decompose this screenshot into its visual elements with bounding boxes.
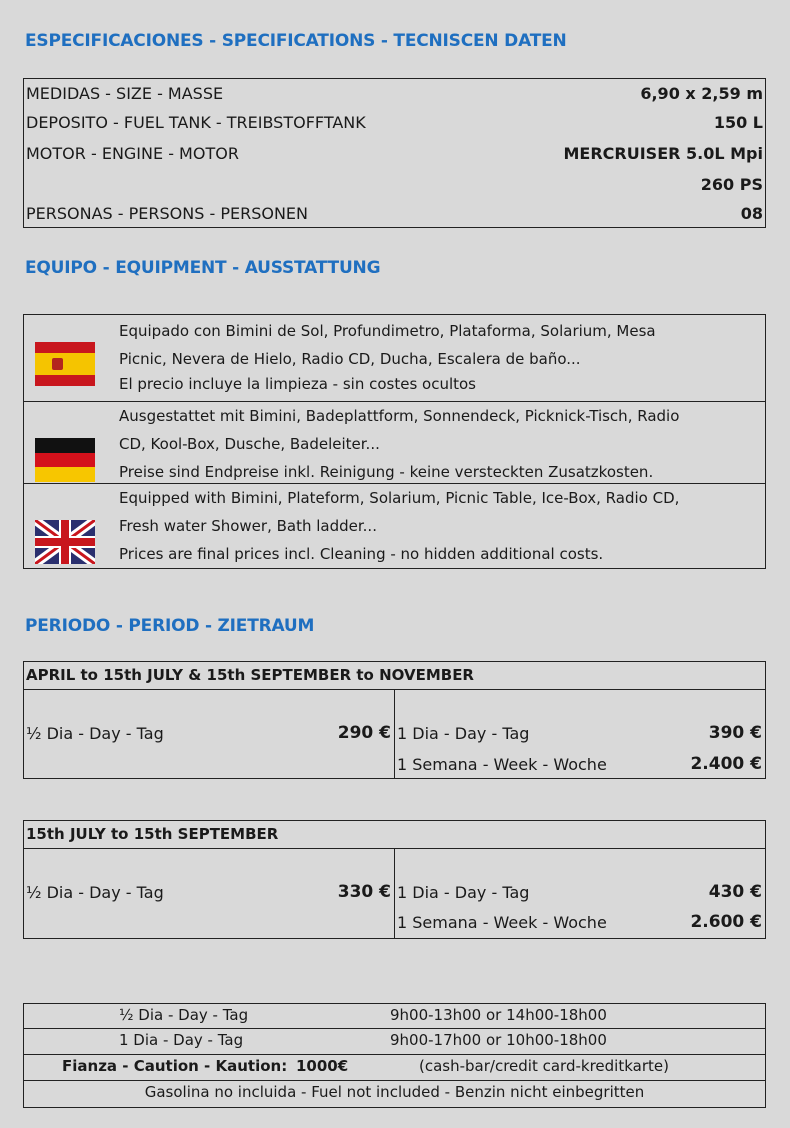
spec-label: MEDIDAS - SIZE - MASSE (26, 84, 224, 103)
half-day-price: 330 € (337, 882, 391, 902)
period-heading: PERIODO - PERIOD - ZIETRAUM (25, 616, 315, 636)
deposit-methods: (cash-bar/credit card-kreditkarte) (419, 1057, 669, 1075)
full-day-price: 430 € (708, 882, 762, 902)
half-day-price: 290 € (337, 723, 391, 743)
fuel-note: Gasolina no incluida - Fuel not included - Benzin nicht einbegritten (144, 1083, 645, 1101)
week-label: 1 Semana - Week - Woche (397, 913, 607, 932)
spec-value: MERCRUISER 5.0L Mpi (563, 144, 763, 163)
equipment-text-line: El precio incluye la limpieza - sin costes ocultos (119, 375, 476, 393)
spec-label: PERSONAS - PERSONS - PERSONEN (26, 204, 309, 223)
equipment-heading: EQUIPO - EQUIPMENT - AUSSTATTUNG (25, 258, 381, 278)
price-table-title: APRIL to 15th JULY & 15th SEPTEMBER to NOVEMBER (24, 662, 765, 690)
info-row-deposit (24, 1054, 765, 1077)
equipment-text-line: Equipado con Bimini de Sol, Profundimetro, Plataforma, Solarium, Mesa (119, 322, 656, 340)
equipment-table (23, 314, 766, 569)
specifications-table (23, 78, 766, 228)
germany-flag-icon (35, 438, 95, 482)
info-row-full-day (24, 1028, 765, 1051)
spec-label: DEPOSITO - FUEL TANK - TREIBSTOFFTANK (26, 113, 366, 132)
equipment-text-line: Fresh water Shower, Bath ladder... (119, 517, 377, 535)
half-day-label: ½ Dia - Day - Tag (26, 724, 164, 743)
equipment-text-line: CD, Kool-Box, Dusche, Badeleiter... (119, 435, 380, 453)
equipment-row-german (24, 401, 765, 483)
week-label: 1 Semana - Week - Woche (397, 755, 607, 774)
info-label: 1 Dia - Day - Tag (119, 1031, 244, 1049)
info-row-half-day (24, 1004, 765, 1026)
full-day-label: 1 Dia - Day - Tag (397, 883, 530, 902)
info-label: ½ Dia - Day - Tag (119, 1006, 249, 1024)
specifications-heading: ESPECIFICACIONES - SPECIFICATIONS - TECNISCEN DATEN (25, 31, 567, 51)
full-day-price: 390 € (708, 723, 762, 743)
spec-label: MOTOR - ENGINE - MOTOR (26, 144, 239, 163)
equipment-text-line: Prices are final prices incl. Cleaning - no hidden additional costs. (119, 545, 604, 563)
equipment-row-english (24, 483, 765, 570)
spec-value: 260 PS (700, 175, 763, 194)
equipment-text-line: Equipped with Bimini, Plateform, Solarium, Picnic Table, Ice-Box, Radio CD, (119, 489, 680, 507)
column-divider (394, 848, 395, 938)
spec-value: 6,90 x 2,59 m (640, 84, 763, 103)
price-table-title: 15th JULY to 15th SEPTEMBER (24, 821, 765, 849)
info-times: 9h00-17h00 or 10h00-18h00 (390, 1031, 607, 1049)
deposit-amount: 1000€ (296, 1057, 349, 1075)
equipment-text-line: Ausgestattet mit Bimini, Badeplattform, Sonnendeck, Picknick-Tisch, Radio (119, 407, 680, 425)
week-price: 2.400 € (690, 754, 762, 774)
column-divider (394, 689, 395, 778)
rental-info-table (23, 1003, 766, 1108)
equipment-text-line: Picnic, Nevera de Hielo, Radio CD, Ducha, Escalera de baño... (119, 350, 581, 368)
spec-value: 150 L (713, 113, 763, 132)
uk-flag-icon (35, 520, 95, 564)
spec-value: 08 (740, 204, 763, 223)
price-table-low-season (23, 661, 766, 779)
price-table-high-season (23, 820, 766, 939)
info-row-fuel (24, 1080, 765, 1103)
half-day-label: ½ Dia - Day - Tag (26, 883, 164, 902)
equipment-text-line: Preise sind Endpreise inkl. Reinigung - keine versteckten Zusatzkosten. (119, 463, 654, 481)
week-price: 2.600 € (690, 912, 762, 932)
spain-flag-icon (35, 342, 95, 386)
deposit-label: Fianza - Caution - Kaution: (62, 1057, 288, 1075)
info-times: 9h00-13h00 or 14h00-18h00 (390, 1006, 607, 1024)
equipment-row-spanish (24, 315, 765, 401)
full-day-label: 1 Dia - Day - Tag (397, 724, 530, 743)
